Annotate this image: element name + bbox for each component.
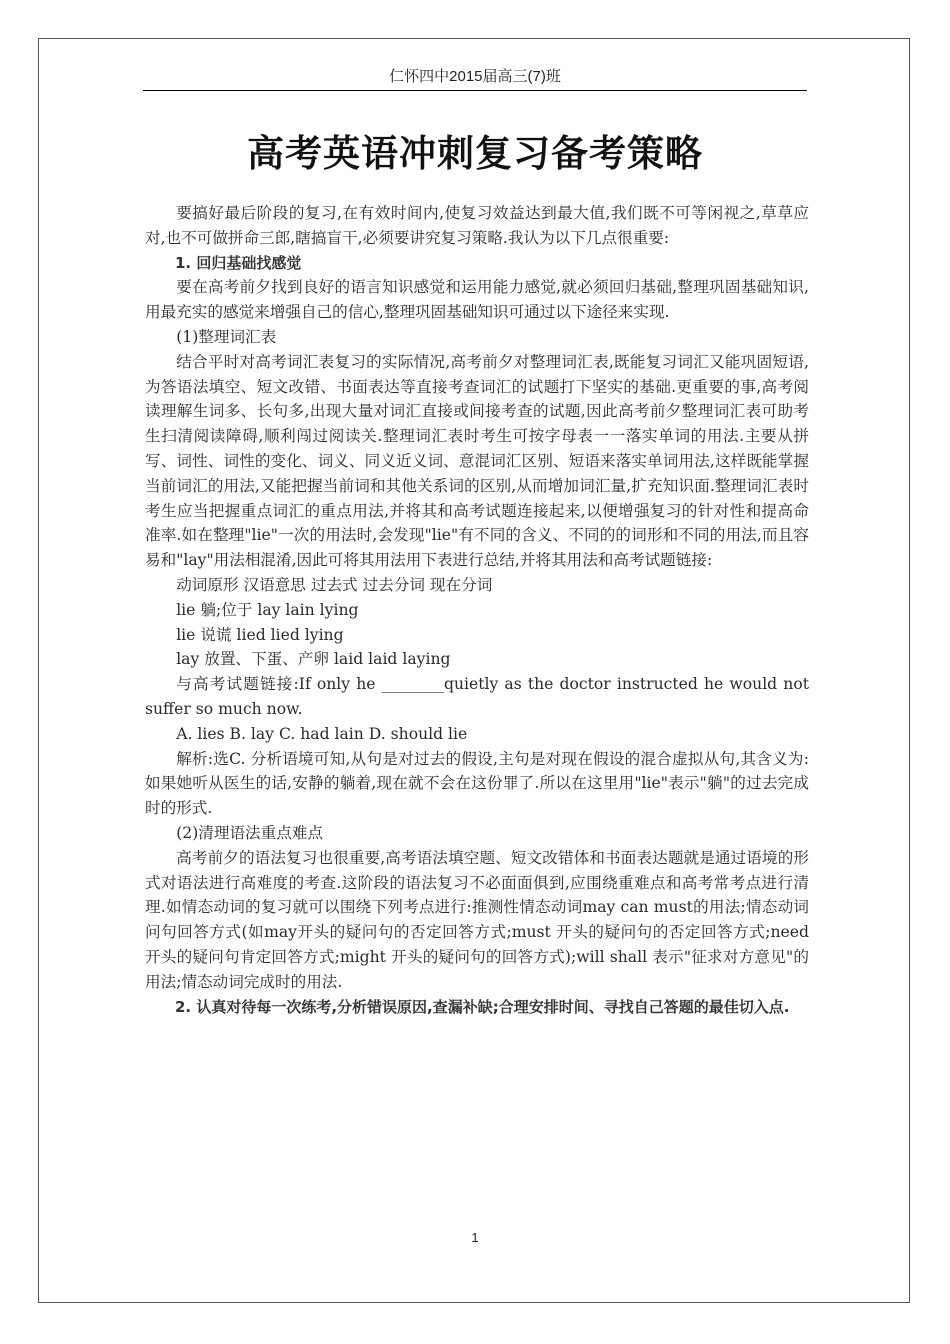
verb-table-row: lie 说谎 lied lied lying — [176, 625, 344, 644]
section-heading-2: 2. 认真对待每一次练考,分析错误原因,查漏补缺;合理安排时间、寻找自己答题的最佳切入点. — [175, 997, 790, 1016]
section-heading-1: 1. 回归基础找感觉 — [175, 253, 302, 272]
page-number: 1 — [471, 1230, 479, 1245]
document-body — [145, 201, 809, 1019]
verb-table-header: 动词原形 汉语意思 过去式 过去分词 现在分词 — [176, 575, 493, 594]
subheading-grammar: (2)清理语法重点难点 — [176, 823, 324, 842]
section-1-paragraph: 要在高考前夕找到良好的语言知识感觉和运用能力感觉,就必须回归基础,整理巩固基础知识,用最充实的感觉来增强自己的信心,整理巩固基础知识可通过以下途径来实现. — [145, 278, 809, 322]
grammar-paragraph: 高考前夕的语法复习也很重要,高考语法填空题、短文改错体和书面表达题就是通过语境的形式对语法进行高难度的考查.这阶段的语法复习不必面面俱到,应围绕重难点和高考常考点进行清理.如情态动词的复习就可以围绕下列考点进行:推测性情态动词may can must的用法;情态动词问句回答方式(如may开头的疑问句的否定回答方式;must 开头的疑问句的否定回答方式;need 开头的疑问句肯定回答方式;might 开头的疑问句的回答方式);will shall 表示"征求对方意见"的用法;情态动词完成时的用法. — [145, 848, 809, 991]
header-rule — [143, 90, 807, 91]
document-title: 高考英语冲刺复习备考策略 — [247, 132, 703, 175]
verb-table-row: lie 躺;位于 lay lain lying — [176, 600, 359, 619]
exam-explanation: 解析:选C. 分析语境可知,从句是对过去的假设,主句是对现在假设的混合虚拟从句,其含义为:如果她听从医生的话,安静的躺着,现在就不会在这份罪了.所以在这里用"lie"表示"躺"的过去完成时的形式. — [145, 749, 809, 818]
page-header: 仁怀四中2015届高三(7)班 — [389, 68, 561, 85]
intro-paragraph: 要搞好最后阶段的复习,在有效时间内,使复习效益达到最大值,我们既不可等闲视之,草草应对,也不可做拼命三郎,瞎搞盲干,必须要讲究复习策略.我认为以下几点很重要: — [145, 204, 809, 247]
exam-options: A. lies B. lay C. had lain D. should lie — [176, 724, 468, 743]
vocabulary-paragraph: 结合平时对高考词汇表复习的实际情况,高考前夕对整理词汇表,既能复习词汇又能巩固短语,为答语法填空、短文改错、书面表达等直接考查词汇的试题打下坚实的基础.更重要的事,高考阅读理解生词多、长句多,出现大量对词汇直接或间接考查的试题,因此高考前夕整理词汇表可助考生扫清阅读障碍,顺利闯过阅读关.整理词汇表时考生可按字母表一一落实单词的用法.主要从拼写、词性、词性的变化、词义、同义近义词、意混词汇区别、短语来落实单词用法,这样既能掌握当前词汇的用法,又能把握当前词和其他关系词的区别,从而增加词汇量,扩充知识面.整理词汇表时考生应当把握重点词汇的重点用法,并将其和高考试题连接起来,以便增强复习的针对性和提高命准率.如在整理"lie"一次的用法时,会发现"lie"有不同的含义、不同的的词形和不同的用法,而且容易和"lay"用法相混淆,因此可将其用法用下表进行总结,并将其用法和高考试题链接: — [145, 352, 809, 570]
subheading-vocabulary: (1)整理词汇表 — [176, 327, 277, 346]
exam-question: 与高考试题链接:If only he ________quietly as the doctor instructed he would not suffer so much now. — [145, 675, 809, 718]
verb-table-row: lay 放置、下蛋、产卵 laid laid laying — [176, 650, 451, 669]
